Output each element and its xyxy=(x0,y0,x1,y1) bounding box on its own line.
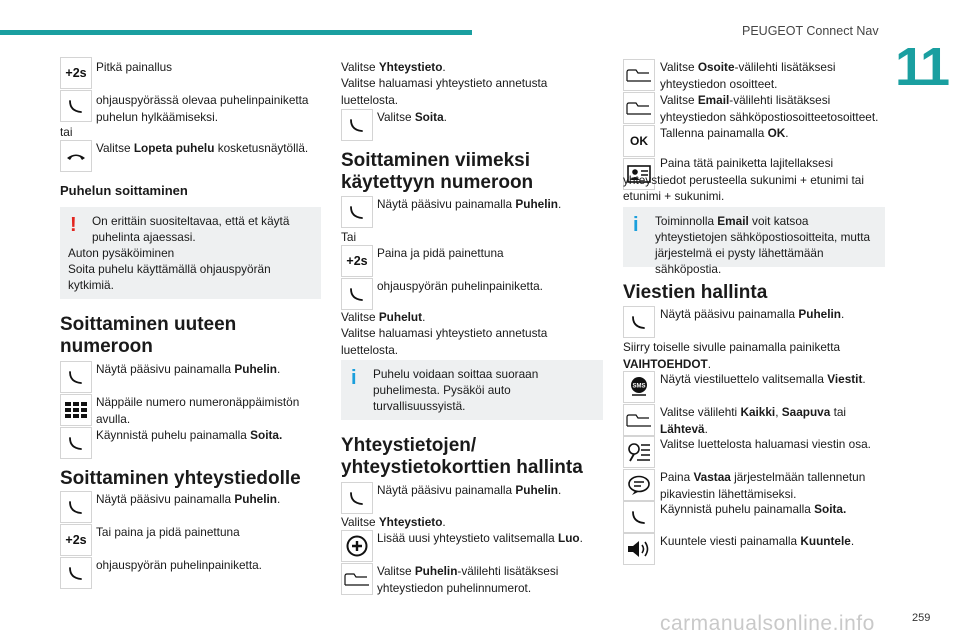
phone-handset-icon xyxy=(60,90,92,122)
or-text: Tai xyxy=(341,230,357,244)
info-note-text: Puhelu voidaan soittaa suoraan puhelimesta. Pysäköi auto turvallisuussyistä. xyxy=(373,367,539,413)
page-number: 259 xyxy=(912,612,931,624)
phone-handset-icon xyxy=(341,482,373,514)
email-info-text: Toiminnolla Email voit katsoa yhteystietojen sähköpostiosoitteita, mutta järjestelmä ei pysty lähettämään sähköpostia. xyxy=(655,214,871,276)
phone-handset-icon xyxy=(341,196,373,228)
add-circle-icon xyxy=(341,530,373,562)
keypad-text: Näppäile numero numeronäppäimistön avulla. xyxy=(96,395,300,426)
new-number-heading: Soittaminen uuteen numeroon xyxy=(60,314,237,357)
end-call-text: Valitse Lopeta puhelu kosketusnäytöllä. xyxy=(96,141,309,155)
info-icon: i xyxy=(633,214,639,236)
tab-icon xyxy=(341,563,373,595)
last-number-heading: Soittaminen viimeksi käytettyyn numeroon xyxy=(341,150,534,193)
making-call-heading: Puhelun soittaminen xyxy=(60,183,188,198)
or-text: tai xyxy=(60,125,73,139)
select-contact-text: Valitse Yhteystieto. xyxy=(341,515,446,529)
message-list-text: Näytä viestiluettelo valitsemalla Viestit. xyxy=(660,372,866,386)
warning-line-2: Auton pysäköiminen xyxy=(68,246,175,260)
keypad-icon xyxy=(60,394,92,426)
steering-button-text: ohjauspyörän puhelinpainiketta. xyxy=(96,558,262,572)
message-detail-icon xyxy=(623,436,655,468)
press-2s-icon: +2s xyxy=(341,245,373,277)
reply-text: Paina Vastaa järjestelmään tallennetun pikaviestin lähettämiseksi. xyxy=(660,470,866,501)
phone-handset-icon xyxy=(60,491,92,523)
phone-handset-icon xyxy=(341,109,373,141)
warning-line-3: Soita puhelu käyttämällä ohjauspyörän kytkimiä. xyxy=(68,262,271,292)
select-message-text: Valitse luettelosta haluamasi viestin osa. xyxy=(660,437,871,451)
email-info-note xyxy=(623,207,885,276)
tab-icon xyxy=(623,59,655,91)
press-2s-icon: +2s xyxy=(60,57,92,89)
warning-icon: ! xyxy=(70,214,77,236)
steering-button-text: ohjauspyörän puhelinpainiketta. xyxy=(377,279,543,293)
speaker-icon xyxy=(623,533,655,565)
info-icon: i xyxy=(351,367,357,389)
show-main-text: Näytä pääsivu painamalla Puhelin. xyxy=(377,483,562,497)
message-tab-text: Valitse välilehti Kaikki, Saapuva tai Lähtevä. xyxy=(660,405,847,436)
phone-handset-icon xyxy=(60,557,92,589)
phone-handset-icon xyxy=(60,361,92,393)
messages-heading: Viestien hallinta xyxy=(623,282,768,303)
phone-handset-icon xyxy=(341,278,373,310)
press-hold-text: Paina ja pidä painettuna xyxy=(377,246,504,260)
add-contact-text: Lisää uusi yhteystieto valitsemalla Luo. xyxy=(377,531,583,545)
show-main-text: Näytä pääsivu painamalla Puhelin. xyxy=(96,492,281,506)
start-call-text: Käynnistä puhelu painamalla Soita. xyxy=(96,428,283,442)
hang-up-icon xyxy=(60,140,92,172)
info-note xyxy=(341,360,603,420)
phone-tab-text: Valitse Puhelin-välilehti lisätäksesi yhteystiedon puhelinnumerot. xyxy=(377,564,559,595)
phone-handset-icon xyxy=(623,501,655,533)
phone-handset-icon xyxy=(623,306,655,338)
select-calls-text: Valitse Puhelut. xyxy=(341,310,426,324)
select-call-text: Valitse Soita. xyxy=(377,110,447,124)
svg-text:SMS: SMS xyxy=(632,383,646,390)
show-main-text: Näytä pääsivu painamalla Puhelin. xyxy=(377,197,562,211)
email-tab-text: Valitse Email-välilehti lisätäksesi yhteystiedon sähköpostiosoitteetosoitteet. xyxy=(660,93,879,124)
tab-icon xyxy=(623,92,655,124)
header-title: PEUGEOT Connect Nav xyxy=(742,24,879,38)
select-contact-text: Valitse Yhteystieto. xyxy=(341,60,446,74)
header-accent-bar xyxy=(0,30,472,35)
start-call-text: Käynnistä puhelu painamalla Soita. xyxy=(660,502,847,516)
reply-message-icon xyxy=(623,469,655,501)
options-text: Siirry toiselle sivulle painamalla painiketta VAIHTOEHDOT. xyxy=(623,340,841,371)
warning-note xyxy=(60,207,321,299)
manage-contacts-heading: Yhteystietojen/ yhteystietokorttien hallinta xyxy=(341,435,583,478)
select-list-text: Valitse haluamasi yhteystieto annetusta luettelosta. xyxy=(341,76,548,107)
phone-handset-icon xyxy=(60,427,92,459)
save-text: Tallenna painamalla OK. xyxy=(660,126,789,140)
long-press-text: Pitkä painallus xyxy=(96,60,173,74)
reject-call-text: ohjauspyörässä olevaa puhelinpainiketta puhelun hylkäämiseksi. xyxy=(96,93,309,124)
warning-line-1: On erittäin suositeltavaa, että et käytä puhelinta ajaessasi. xyxy=(92,214,290,244)
watermark: carmanualsonline.info xyxy=(660,612,875,635)
sms-icon xyxy=(623,371,655,403)
show-main-text: Näytä pääsivu painamalla Puhelin. xyxy=(660,307,845,321)
chapter-number: 11 xyxy=(895,37,949,97)
show-main-text: Näytä pääsivu painamalla Puhelin. xyxy=(96,362,281,376)
contact-call-heading: Soittaminen yhteystiedolle xyxy=(60,468,301,489)
ok-button-icon: OK xyxy=(623,125,655,157)
press-hold-text: Tai paina ja pidä painettuna xyxy=(96,525,240,539)
listen-text: Kuuntele viesti painamalla Kuuntele. xyxy=(660,534,855,548)
select-list-text: Valitse haluamasi yhteystieto annetusta luettelosta. xyxy=(341,326,548,357)
address-tab-text: Valitse Osoite-välilehti lisätäksesi yhteystiedon osoitteet. xyxy=(660,60,836,91)
tab-icon xyxy=(623,404,655,436)
press-2s-icon: +2s xyxy=(60,524,92,556)
sort-text: Paina tätä painiketta lajitellaksesi yhteystiedot perusteella sukunimi + etunimi tai etunimi + sukunimi. xyxy=(623,156,864,203)
